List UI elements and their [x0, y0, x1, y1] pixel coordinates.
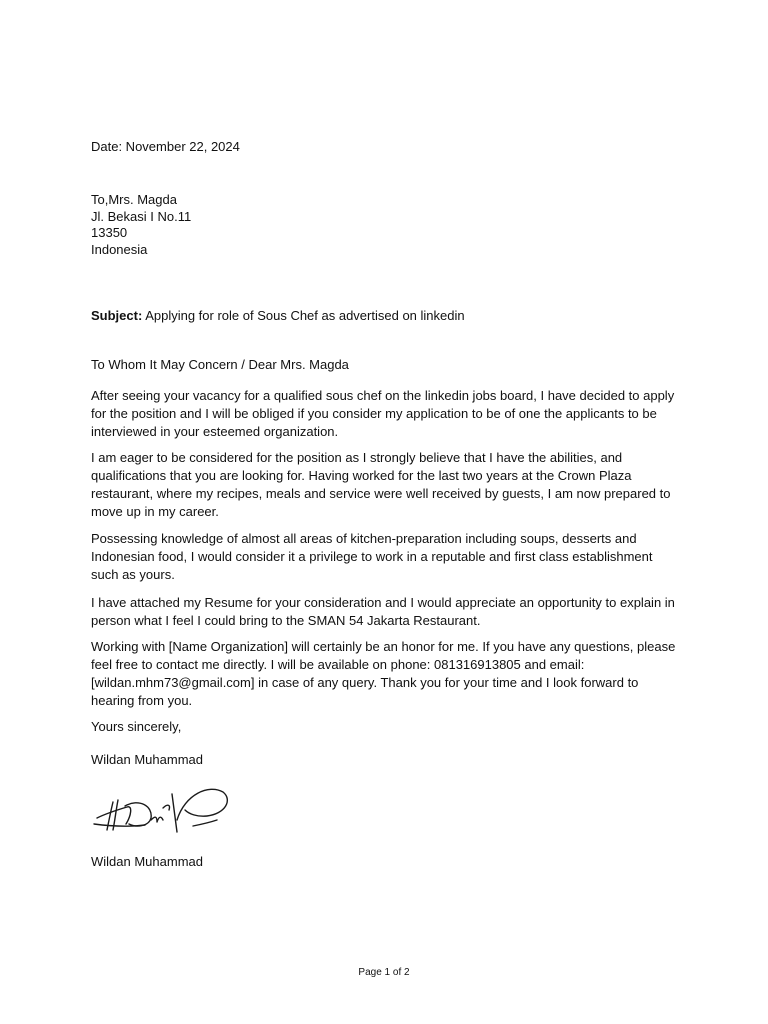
body-paragraph: I have attached my Resume for your consideration and I would appreciate an opportunity to explain in person what I feel I could bring to the SMAN 54 Jakarta Restaurant. — [91, 595, 675, 628]
subject-line — [91, 307, 681, 325]
subject-label: Subject: — [91, 308, 143, 323]
recipient-country: Indonesia — [91, 241, 148, 257]
page-number: Page 1 of 2 — [358, 967, 410, 978]
date-line: Date: November 22, 2024 — [91, 139, 240, 154]
body-paragraph: Working with [Name Organization] will certainly be an honor for me. If you have any questions, please feel free to contact me directly. I will be available on phone: 081316913805 and email: [wildan.mhm73@gmail.com] in case of any query. Thank you for your time and I look forward to hearing from you. — [91, 639, 676, 708]
recipient-name: To,Mrs. Magda — [91, 192, 177, 207]
subject-text: Applying for role of Sous Chef as advertised on linkedin — [142, 308, 465, 323]
closing-phrase: Yours sincerely, — [91, 719, 182, 734]
body-paragraph: After seeing your vacancy for a qualified sous chef on the linkedin jobs board, I have decided to apply for the position and I will be obliged if you consider my application to be of one the applicants to be interviewed in your esteemed organization. — [91, 388, 675, 439]
body-paragraph: Possessing knowledge of almost all areas of kitchen-preparation including soups, desserts and Indonesian food, I would consider it a privilege to work in a reputable and first class establishment such as yours. — [91, 531, 653, 582]
recipient-street: Jl. Bekasi I No.11 — [91, 208, 192, 224]
body-paragraph: I am eager to be considered for the position as I strongly believe that I have the abilities, and qualifications that you are looking for. Having worked for the last two years at the Crown Plaza restaurant, where my recipes, meals and service were well received by guests, I am now prepared to move up in my career. — [91, 450, 671, 519]
signer-name-above: Wildan Muhammad — [91, 752, 203, 767]
salutation: To Whom It May Concern / Dear Mrs. Magda — [91, 357, 349, 372]
handwritten-signature — [91, 780, 236, 840]
recipient-postal-code: 13350 — [91, 225, 128, 240]
recipient-address — [91, 192, 681, 258]
signer-name-below: Wildan Muhammad — [91, 854, 203, 869]
